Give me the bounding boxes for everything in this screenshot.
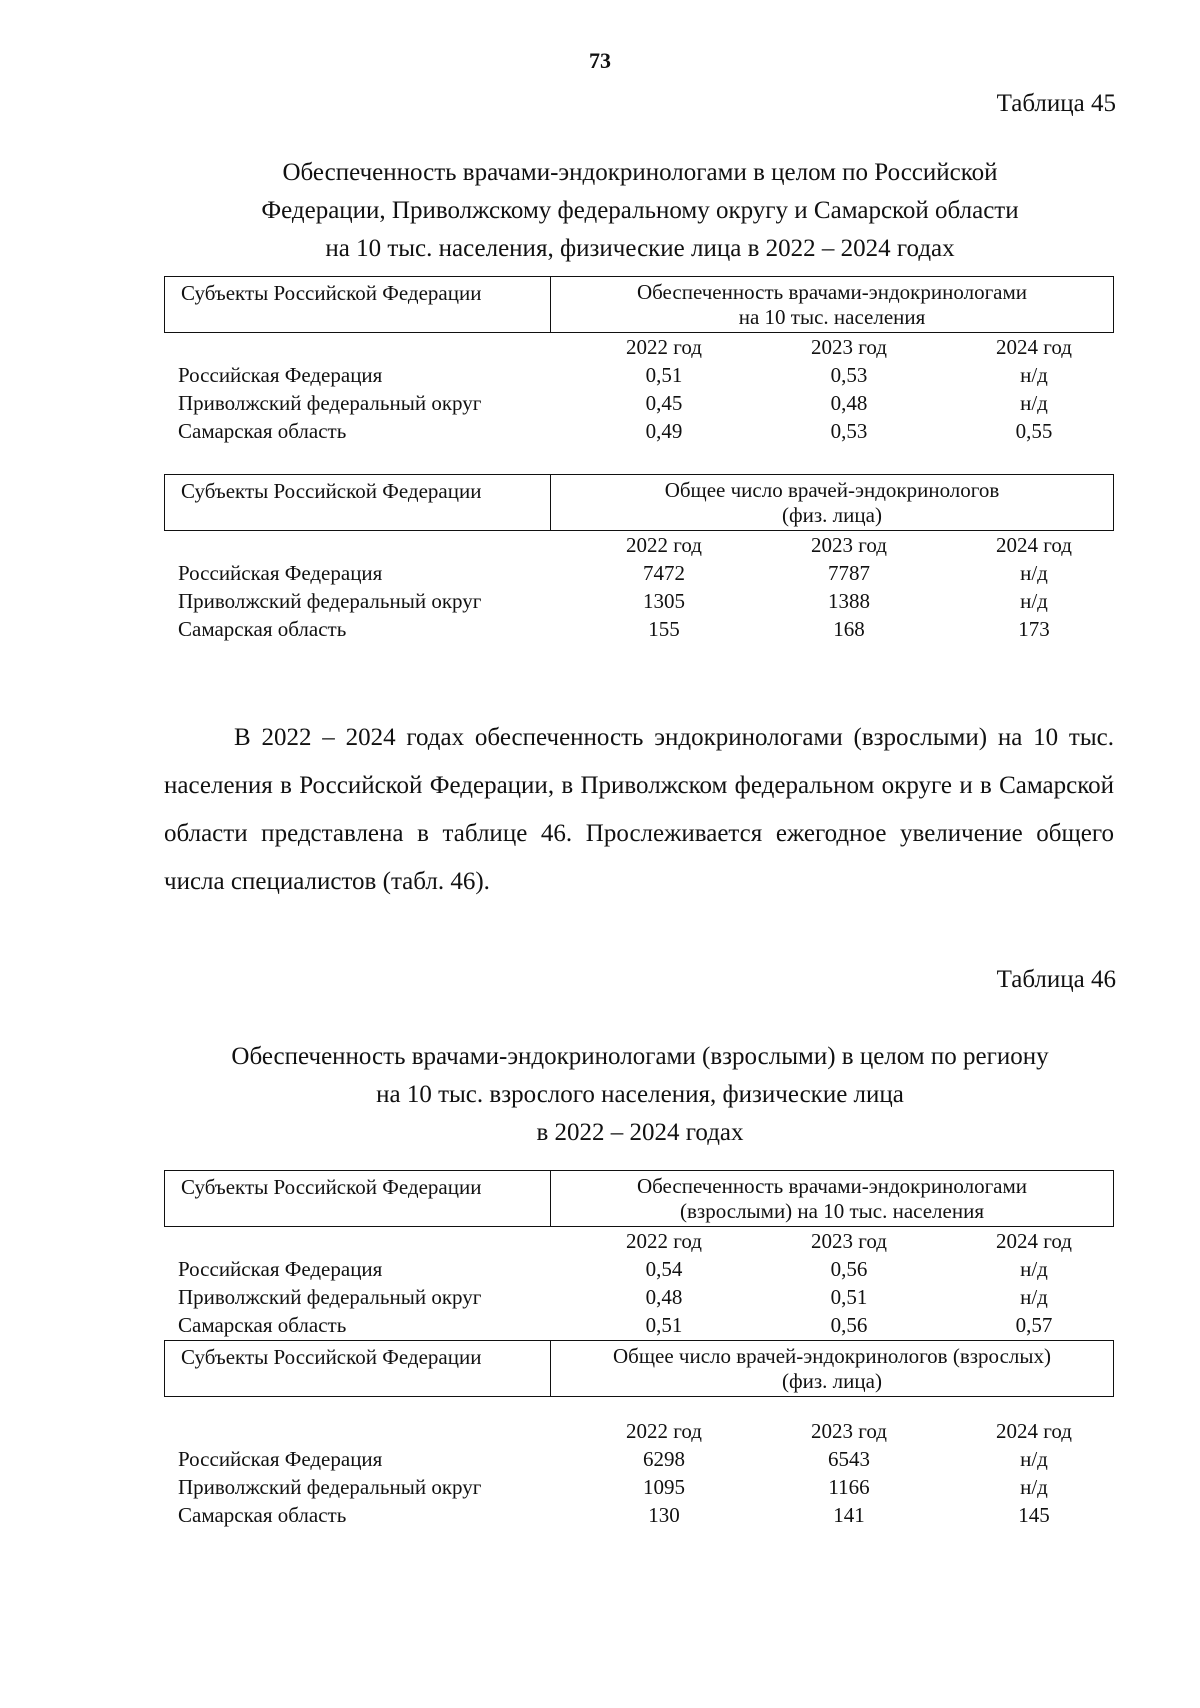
header-subjects: Субъекты Российской Федерации	[165, 277, 551, 332]
cell-value: 141	[833, 1503, 865, 1527]
cell-value: 130	[648, 1503, 680, 1527]
cell-value: н/д	[1020, 561, 1048, 585]
table-header	[164, 1340, 1114, 1397]
cell-value: 0,53	[830, 363, 868, 387]
caption-line: Федерации, Приволжскому федеральному округу и Самарской области	[261, 197, 1019, 224]
row-name: Приволжский федеральный округ	[178, 589, 482, 613]
year-2023: 2023 год	[811, 1229, 887, 1253]
caption-line: Обеспеченность врачами-эндокринологами (взрослыми) в целом по региону	[231, 1043, 1049, 1070]
year-2023: 2023 год	[811, 1419, 887, 1443]
cell-value: 0,48	[645, 1285, 683, 1309]
year-2023: 2023 год	[811, 533, 887, 557]
cell-value: 173	[1018, 617, 1050, 641]
table-row	[164, 361, 1114, 389]
caption-line: на 10 тыс. населения, физические лица в 2022 – 2024 годах	[325, 235, 955, 262]
table-46-caption	[150, 1038, 1130, 1152]
year-row	[164, 1417, 1114, 1445]
table-46-part-1	[164, 1170, 1114, 1339]
cell-value: 145	[1018, 1503, 1050, 1527]
row-name: Российская Федерация	[178, 561, 383, 585]
row-name: Самарская область	[178, 617, 347, 641]
cell-value: 0,45	[645, 391, 683, 415]
table-row	[164, 417, 1114, 445]
table-row	[164, 1473, 1114, 1501]
header-line: (физ. лица)	[782, 503, 882, 527]
cell-value: 168	[833, 617, 865, 641]
year-2022: 2022 год	[626, 533, 702, 557]
caption-line: Обеспеченность врачами-эндокринологами в целом по Российской	[282, 159, 998, 186]
table-45-part-2	[164, 474, 1114, 643]
cell-value: 6298	[643, 1447, 685, 1471]
header-indicator	[551, 277, 1113, 332]
cell-value: 0,53	[830, 419, 868, 443]
table-row	[164, 1255, 1114, 1283]
row-name: Приволжский федеральный округ	[178, 391, 482, 415]
table-header	[164, 474, 1114, 531]
table-45-part-1	[164, 276, 1114, 445]
header-line: (взрослыми) на 10 тыс. населения	[680, 1199, 984, 1223]
year-2022: 2022 год	[626, 335, 702, 359]
body-paragraph	[164, 714, 1114, 906]
row-name: Российская Федерация	[178, 363, 383, 387]
header-line: (физ. лица)	[782, 1369, 882, 1393]
row-name: Российская Федерация	[178, 1257, 383, 1281]
row-name: Самарская область	[178, 1503, 347, 1527]
row-name: Самарская область	[178, 419, 347, 443]
year-row	[164, 1227, 1114, 1255]
cell-value: 0,51	[645, 363, 683, 387]
table-row	[164, 615, 1114, 643]
cell-value: н/д	[1020, 1447, 1048, 1471]
year-2022: 2022 год	[626, 1229, 702, 1253]
header-line: Общее число врачей-эндокринологов	[664, 478, 1000, 502]
cell-value: 0,51	[830, 1285, 868, 1309]
row-name: Самарская область	[178, 1313, 347, 1337]
header-indicator	[551, 475, 1113, 530]
table-45-caption	[150, 154, 1130, 268]
cell-value: 1095	[643, 1475, 685, 1499]
cell-value: н/д	[1020, 391, 1048, 415]
table-row	[164, 587, 1114, 615]
table-row	[164, 1501, 1114, 1529]
header-subjects: Субъекты Российской Федерации	[165, 1341, 551, 1396]
table-45-label: Таблица 45	[996, 90, 1116, 117]
cell-value: 7472	[643, 561, 685, 585]
cell-value: н/д	[1020, 1257, 1048, 1281]
cell-value: 0,56	[830, 1257, 868, 1281]
year-2024: 2024 год	[996, 533, 1072, 557]
caption-line: в 2022 – 2024 годах	[536, 1119, 744, 1146]
cell-value: 7787	[828, 561, 870, 585]
row-name: Приволжский федеральный округ	[178, 1475, 482, 1499]
year-2024: 2024 год	[996, 335, 1072, 359]
cell-value: 1388	[828, 589, 870, 613]
cell-value: 155	[648, 617, 680, 641]
cell-value: н/д	[1020, 589, 1048, 613]
table-row	[164, 389, 1114, 417]
year-2023: 2023 год	[811, 335, 887, 359]
table-row	[164, 559, 1114, 587]
table-row	[164, 1311, 1114, 1339]
cell-value: 0,54	[645, 1257, 683, 1281]
cell-value: 0,51	[645, 1313, 683, 1337]
cell-value: 0,55	[1015, 419, 1053, 443]
table-row	[164, 1445, 1114, 1473]
header-subjects: Субъекты Российской Федерации	[165, 1171, 551, 1226]
header-line: на 10 тыс. населения	[738, 305, 926, 329]
year-2022: 2022 год	[626, 1419, 702, 1443]
year-row	[164, 531, 1114, 559]
row-name: Приволжский федеральный округ	[178, 1285, 482, 1309]
cell-value: н/д	[1020, 363, 1048, 387]
cell-value: н/д	[1020, 1475, 1048, 1499]
cell-value: 0,57	[1015, 1313, 1053, 1337]
header-line: Общее число врачей-эндокринологов (взрослых)	[613, 1344, 1051, 1368]
header-line: Обеспеченность врачами-эндокринологами	[636, 1174, 1028, 1198]
cell-value: 6543	[828, 1447, 870, 1471]
cell-value: 1305	[643, 589, 685, 613]
cell-value: 0,56	[830, 1313, 868, 1337]
cell-value: 1166	[828, 1475, 870, 1499]
caption-line: на 10 тыс. взрослого населения, физические лица	[376, 1081, 904, 1108]
header-line: Обеспеченность врачами-эндокринологами	[636, 280, 1028, 304]
year-2024: 2024 год	[996, 1229, 1072, 1253]
cell-value: 0,48	[830, 391, 868, 415]
year-row	[164, 333, 1114, 361]
paragraph-text: В 2022 – 2024 годах обеспеченность эндокринологами (взрослыми) на 10 тыс. населения в Российской Федерации, в Приволжском федеральном округе и в Самарской области представлена в таблице 46. Прослеживается ежегодное увеличение общего числа специалистов (табл. 46).	[164, 724, 1114, 895]
table-46-label: Таблица 46	[996, 966, 1116, 993]
cell-value: 0,49	[645, 419, 683, 443]
table-header	[164, 1170, 1114, 1227]
header-subjects: Субъекты Российской Федерации	[165, 475, 551, 530]
header-indicator	[551, 1341, 1113, 1396]
table-header	[164, 276, 1114, 333]
table-row	[164, 1283, 1114, 1311]
cell-value: н/д	[1020, 1285, 1048, 1309]
table-46-part-2	[164, 1340, 1114, 1529]
header-indicator	[551, 1171, 1113, 1226]
row-name: Российская Федерация	[178, 1447, 383, 1471]
year-2024: 2024 год	[996, 1419, 1072, 1443]
page-number: 73	[589, 48, 611, 73]
